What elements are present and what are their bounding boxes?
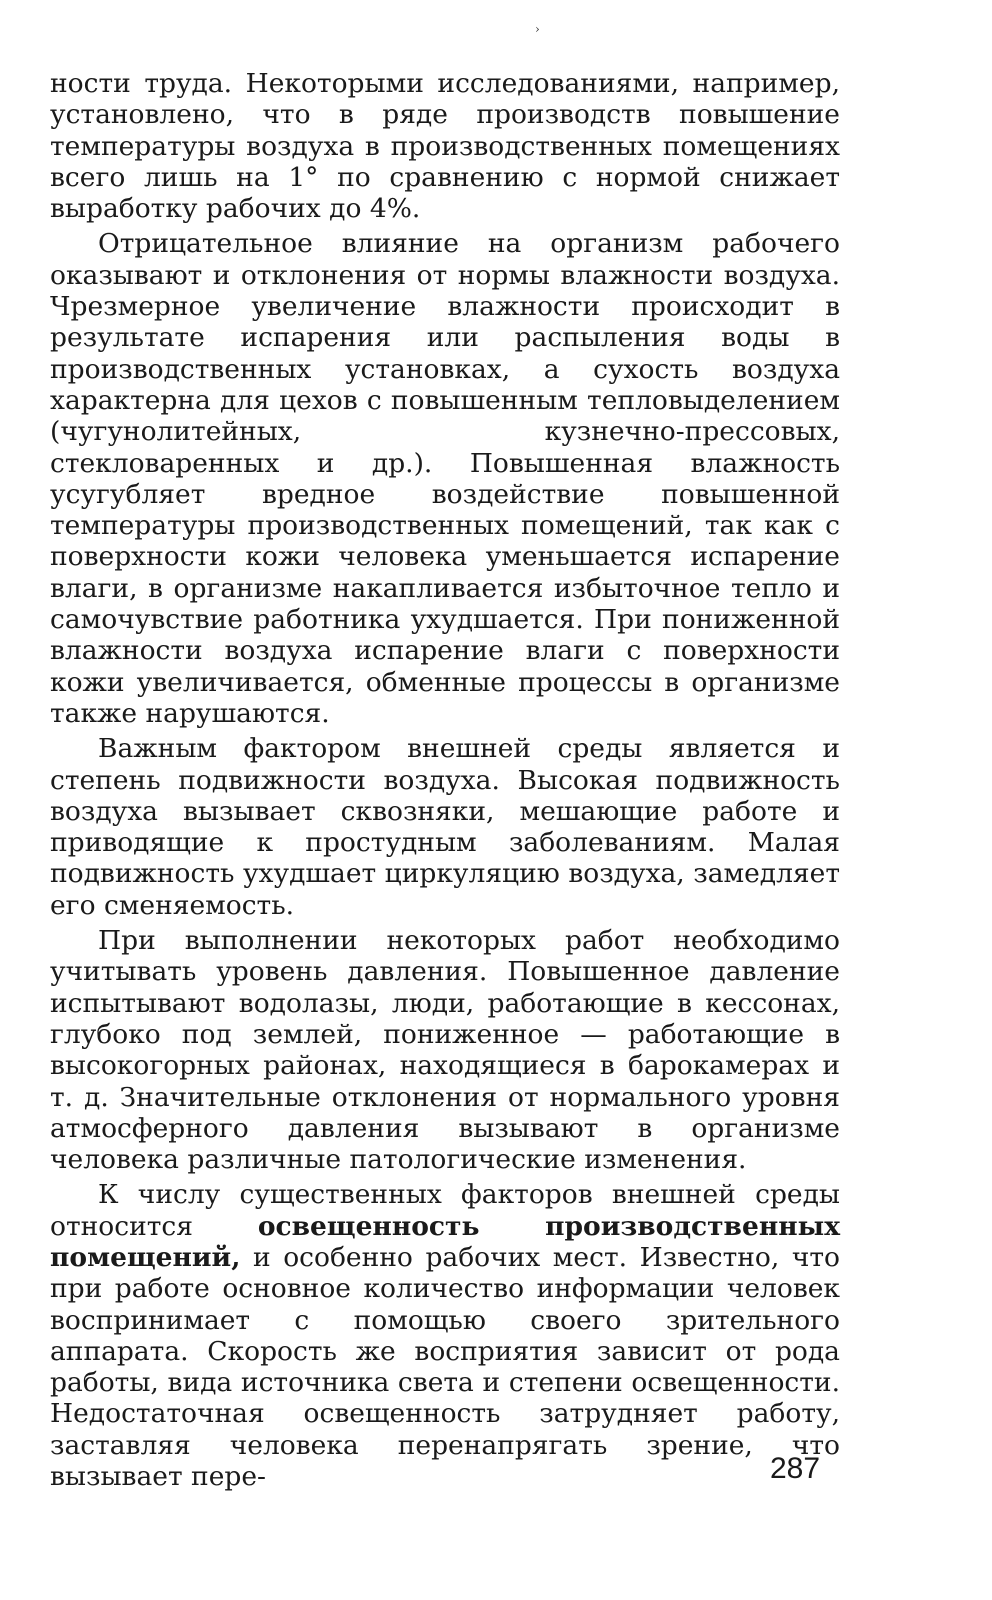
- paragraph-1: ности труда. Некоторыми исследованиями, например, установлено, что в ряде производств повышение температуры воздуха в производственных помещениях всего лишь на 1° по сравнению с нормой снижает выработку рабочих до 4%.: [50, 68, 840, 225]
- paragraph-3: Важным фактором внешней среды является и степень подвижности воздуха. Высокая подвижность воздуха вызывает сквозняки, мешающие работе и приводящие к простудным заболеваниям. Малая подвижность ухудшает циркуляцию воздуха, замедляет его сменяемость.: [50, 733, 840, 921]
- page-number: 287: [770, 1452, 821, 1485]
- paragraph-4: При выполнении некоторых работ необходимо учитывать уровень давления. Повышенное давление испытывают водолазы, люди, работающие в кессонах, глубоко под землей, пониженное — работающие в высокогорных районах, находящиеся в барокамерах и т. д. Значительные отклонения от нормального уровня атмосферного давления вызывают в организме человека различные патологические изменения.: [50, 925, 840, 1176]
- paragraph-5-bold-term: освещенность производственных помещений,: [50, 1210, 840, 1273]
- paragraph-5-text-before: К числу существенных факторов внешней среды относится: [50, 1179, 840, 1242]
- paragraph-2: Отрицательное влияние на организм рабочего оказывают и отклонения от нормы влажности воздуха. Чрезмерное увеличение влажности происходит в результате испарения или распыления воды в производственных установках, а сухость воздуха характерна для цехов с повышенным тепловыделением (чугунолитейных, кузнечно-прессовых, стекловаренных и др.). Повышенная влажность усугубляет вредное воздействие повышенной температуры производственных помещений, так как с поверхности кожи человека уменьшается испарение влаги, в организме накапливается избыточное тепло и самочувствие работника ухудшается. При пониженной влажности воздуха испарение влаги с поверхности кожи увеличивается, обменные процессы в организме также нарушаются.: [50, 228, 840, 729]
- paragraph-5: [50, 1179, 840, 1492]
- paragraph-5-text-after: и особенно рабочих мест. Известно, что при работе основное количество информации человек воспринимает с помощью своего зрительного аппарата. Скорость же восприятия зависит от рода работы, вида источника света и степени освещенности. Недостаточная освещенность затрудняет работу, заставляя человека перенапрягать зрение, что вызывает пере-: [50, 1241, 840, 1493]
- page-text: [50, 68, 840, 1496]
- printing-mark: ›: [535, 22, 540, 36]
